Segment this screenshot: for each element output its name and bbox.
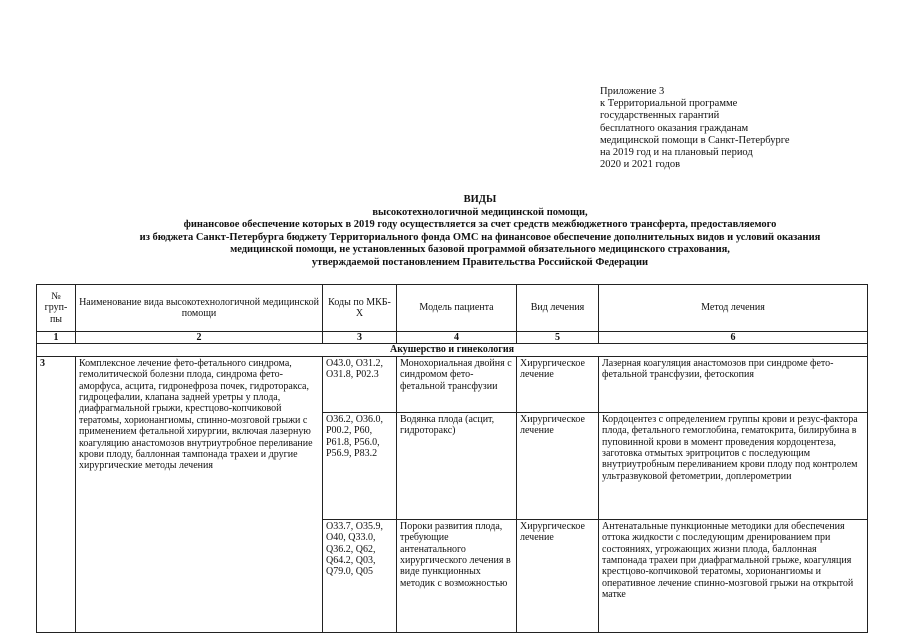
model-cell: Пороки развития плода, требующие антенатального хирургического лечения в виде пункционных методик с возможностью [397, 519, 517, 632]
appendix-line: государственных гарантий [600, 110, 720, 122]
header-name: Наименование вида высокотехнологичной медицинской помощи [76, 285, 323, 332]
treatment-cell: Хирургическое лечение [517, 412, 599, 519]
heading-line: утверждаемой постановлением Правительства Российской Федерации [311, 256, 649, 268]
treatment-cell: Хирургическое лечение [517, 356, 599, 412]
header-method: Метод лечения [599, 285, 868, 332]
appendix-block [600, 86, 790, 171]
model-cell: Водянка плода (асцит, гидроторакс) [397, 412, 517, 519]
column-number: 4 [397, 332, 517, 344]
heading-line: медицинской помощи, не установленных базовой программой обязательного медицинского страхования, [230, 244, 730, 256]
section-title: Акушерство и гинекология [37, 344, 868, 356]
column-number: 2 [76, 332, 323, 344]
codes-cell: O33.7, O35.9, O40, Q33.0, Q36.2, Q62, Q64.2, Q03, Q79.0, Q05 [323, 519, 397, 632]
heading-line: финансовое обеспечение которых в 2019 году осуществляется за счет средств межбюджетного трансферта, предоставляемого [183, 219, 777, 231]
appendix-line: на 2019 год и на плановый период [600, 147, 753, 159]
codes-cell: O36.2, O36.0, P00.2, P60, P61.8, P56.0, P56.9, P83.2 [323, 412, 397, 519]
section-row [37, 344, 868, 356]
group-name: Комплексное лечение фето-фетального синдрома, гемолитической болезни плода, синдрома фето-аморфуса, асцита, гидронефроза почек, гидроторакса, гидроцефалии, клапана задней уретры у плода, диафрагмальной грыжи, крестцово-копчиковой тератомы, хорионангиомы, спинно-мозговой грыжи с применением фетальной хирургии, включая лазерную коагуляцию анастомозов внутриутробное переливание крови плоду, баллонная тампонада трахеи и другие хирургические методы лечения [76, 356, 323, 632]
header-model: Модель пациента [397, 285, 517, 332]
header-codes: Коды по МКБ-Х [323, 285, 397, 332]
table-row [37, 356, 868, 412]
codes-cell: O43.0, O31.2, O31.8, P02.3 [323, 356, 397, 412]
appendix-line: медицинской помощи в Санкт-Петербурге [600, 134, 790, 146]
column-number: 5 [517, 332, 599, 344]
appendix-line: бесплатного оказания гражданам [600, 122, 749, 134]
appendix-line: Приложение 3 [600, 86, 665, 97]
header-treatment: Вид лечения [517, 285, 599, 332]
document-heading [70, 194, 890, 270]
heading-title: ВИДЫ [463, 194, 497, 205]
model-cell: Монохориальная двойня с синдромом фето-фетальной трансфузии [397, 356, 517, 412]
treatment-cell: Хирургическое лечение [517, 519, 599, 632]
column-number-row [37, 332, 868, 344]
column-number: 3 [323, 332, 397, 344]
method-cell: Лазерная коагуляция анастомозов при синдроме фето-фетальной трансфузии, фетоскопия [599, 356, 868, 412]
header-group: № груп-пы [37, 285, 76, 332]
heading-line: высокотехнологичной медицинской помощи, [372, 206, 588, 218]
group-number: 3 [37, 356, 76, 632]
header-row [37, 285, 868, 332]
appendix-line: к Территориальной программе [600, 98, 738, 110]
method-cell: Кордоцентез с определением группы крови и резус-фактора плода, фетального гемоглобина, гематокрита, билирубина в пуповинной крови в момент проведения кордоцентеза, заготовка отмытых эритроцитов с последующим внутриутробным переливанием крови плоду под контролем ультразвуковой фетометрии, доплерометрии [599, 412, 868, 519]
column-number: 6 [599, 332, 868, 344]
column-number: 1 [37, 332, 76, 344]
appendix-line: 2020 и 2021 годов [600, 159, 681, 171]
method-cell: Антенатальные пункционные методики для обеспечения оттока жидкости с последующим дренированием при состояниях, угрожающих жизни плода, баллонная тампонада трахеи при диафрагмальной грыже, коагуляция крестцово-копчиковой тератомы, хорионангиомы и оперативное лечение спинно-мозговой грыжи на открытой матке [599, 519, 868, 632]
hmc-table [36, 284, 868, 633]
heading-line: из бюджета Санкт-Петербурга бюджету Территориального фонда ОМС на финансовое обеспечение дополнительных видов и условий оказания [139, 231, 821, 243]
